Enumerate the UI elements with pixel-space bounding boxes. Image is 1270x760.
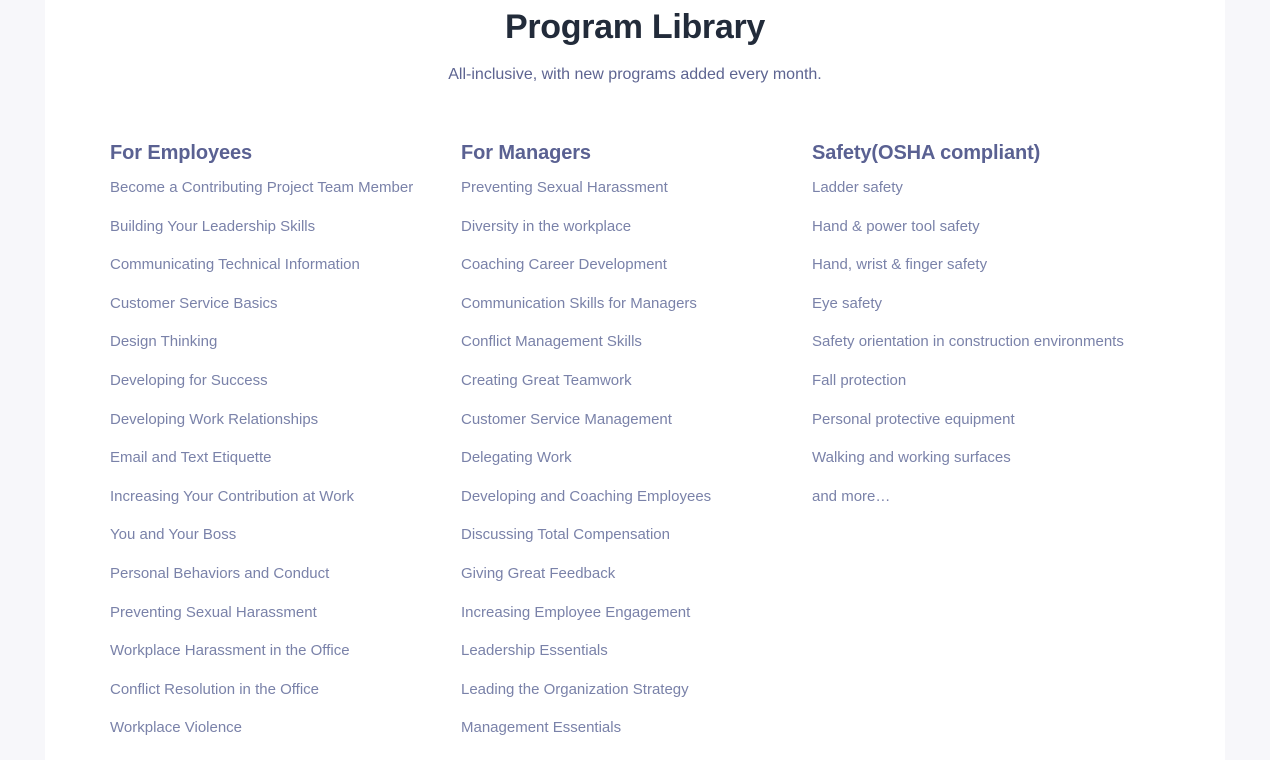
program-list-item[interactable]: Diversity in the workplace	[461, 217, 632, 235]
program-list	[461, 174, 812, 753]
program-list-item[interactable]: Coaching Career Development	[461, 256, 667, 274]
content-canvas	[45, 0, 1225, 760]
program-list-item[interactable]: Management Essentials	[461, 719, 622, 737]
program-list-item[interactable]: Conflict Management Skills	[461, 333, 642, 351]
program-list-item[interactable]: Giving Great Feedback	[461, 564, 616, 582]
program-list-item[interactable]: Personal Behaviors and Conduct	[110, 564, 330, 582]
program-list-item[interactable]: Customer Service Management	[461, 410, 672, 428]
program-list	[110, 174, 461, 753]
program-column-for-managers	[461, 140, 812, 753]
program-list	[812, 174, 1163, 521]
program-list-item[interactable]: Become a Contributing Project Team Member	[110, 179, 414, 196]
program-columns	[110, 140, 1210, 753]
program-list-item[interactable]: Customer Service Basics	[110, 294, 278, 312]
program-list-item[interactable]: Eye safety	[812, 294, 883, 312]
program-list-item[interactable]: Hand, wrist & finger safety	[812, 256, 988, 274]
program-list-item[interactable]: Workplace Violence	[110, 719, 243, 737]
program-list-item[interactable]: Workplace Harassment in the Office	[110, 642, 350, 660]
program-list-item[interactable]: You and Your Boss	[110, 526, 237, 544]
program-list-item[interactable]: and more…	[812, 487, 891, 505]
program-list-item[interactable]: Preventing Sexual Harassment	[461, 179, 668, 196]
program-list-item[interactable]: Delegating Work	[461, 449, 572, 467]
program-list-item[interactable]: Leading the Organization Strategy	[461, 680, 689, 698]
page-title: Program Library	[504, 8, 766, 46]
program-list-item[interactable]: Design Thinking	[110, 333, 218, 351]
column-title: For Employees	[110, 142, 253, 164]
program-list-item[interactable]: Increasing Your Contribution at Work	[110, 487, 355, 505]
program-list-item[interactable]: Preventing Sexual Harassment	[110, 603, 317, 621]
program-list-item[interactable]: Discussing Total Compensation	[461, 526, 670, 544]
program-list-item[interactable]: Creating Great Teamwork	[461, 371, 632, 389]
program-list-item[interactable]: Developing Work Relationships	[110, 410, 319, 428]
program-list-item[interactable]: Communicating Technical Information	[110, 256, 360, 274]
program-list-item[interactable]: Personal protective equipment	[812, 410, 1015, 428]
page-subtitle: All-inclusive, with new programs added every month.	[448, 66, 822, 83]
program-list-item[interactable]: Ladder safety	[812, 179, 903, 196]
page-header	[45, 0, 1225, 86]
program-list-item[interactable]: Developing for Success	[110, 371, 268, 389]
program-list-item[interactable]: Hand & power tool safety	[812, 217, 980, 235]
program-list-item[interactable]: Walking and working surfaces	[812, 449, 1011, 467]
program-column-safety-osha-compliant	[812, 140, 1163, 521]
program-list-item[interactable]: Safety orientation in construction environments	[812, 333, 1124, 351]
column-title: For Managers	[461, 142, 591, 164]
program-list-item[interactable]: Fall protection	[812, 371, 907, 389]
program-list-item[interactable]: Communication Skills for Managers	[461, 294, 697, 312]
program-list-item[interactable]: Increasing Employee Engagement	[461, 603, 691, 621]
program-list-item[interactable]: Conflict Resolution in the Office	[110, 680, 319, 698]
program-list-item[interactable]: Email and Text Etiquette	[110, 449, 272, 467]
column-title: Safety(OSHA compliant)	[812, 142, 1041, 164]
program-list-item[interactable]: Leadership Essentials	[461, 642, 608, 660]
program-list-item[interactable]: Building Your Leadership Skills	[110, 217, 316, 235]
program-column-for-employees	[110, 140, 461, 753]
program-list-item[interactable]: Developing and Coaching Employees	[461, 487, 712, 505]
